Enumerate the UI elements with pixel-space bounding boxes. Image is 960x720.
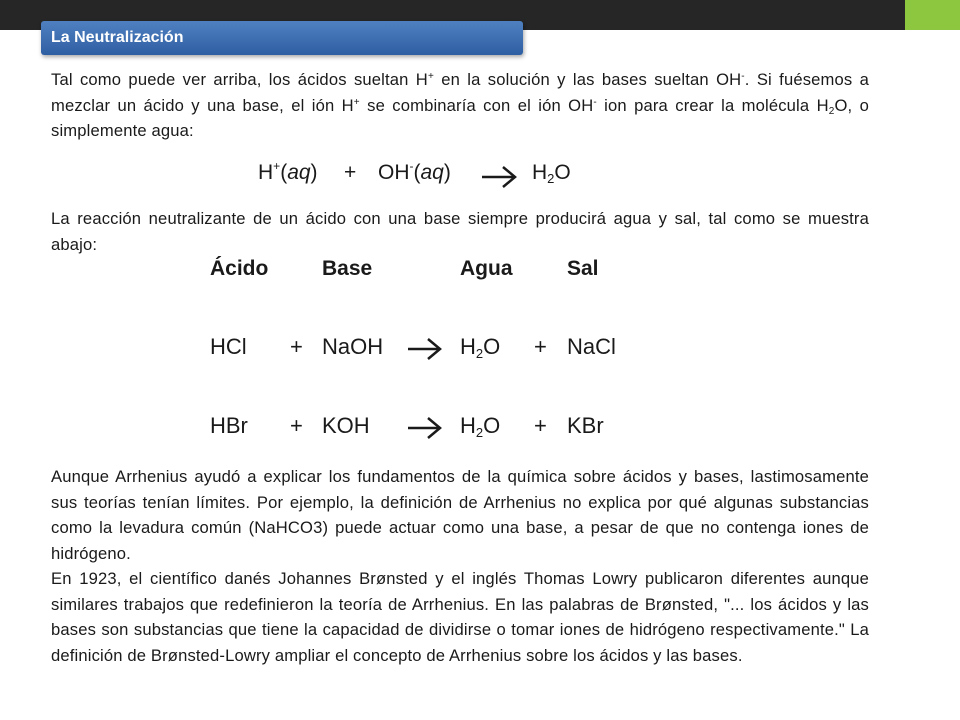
equation-h-ion: H+(aq)	[258, 159, 318, 184]
intro-paragraph: Tal como puede ver arriba, los ácidos sueltan H+ en la solución y las bases sueltan OH-. Si fuésemos a mezclar un ácido y una base, el ión H+ se combinaría con el ión OH- ion para crear la molécula $H_2O$, o simplemente agua:	[51, 70, 869, 140]
reaction-arrow-icon	[480, 163, 520, 189]
row2-plus-1: +	[290, 413, 303, 438]
header-acid: Ácido	[210, 257, 269, 280]
row1-salt: NaCl	[567, 334, 616, 359]
row1-acid: HCl	[210, 334, 247, 359]
row2-plus-2: +	[534, 413, 547, 438]
header-base: Base	[322, 257, 373, 280]
row2-salt: KBr	[567, 413, 604, 438]
ionic-equation	[258, 159, 678, 191]
row1-arrow-icon	[406, 334, 444, 362]
equation-oh-ion: OH-(aq)	[378, 159, 451, 184]
section-title: La Neutralización	[41, 21, 523, 55]
row1-plus-2: +	[534, 334, 547, 359]
row1-water: $H_2O$	[460, 334, 501, 361]
reaction-intro-paragraph: La reacción neutralizante de un ácido con una base siempre producirá agua y sal, tal como se muestra abajo:	[51, 209, 869, 254]
row2-base: KOH	[322, 413, 370, 438]
row2-arrow-icon	[406, 413, 444, 441]
equation-water: $H_2O$	[532, 161, 571, 186]
header-salt: Sal	[567, 257, 599, 280]
row2-acid: HBr	[210, 413, 248, 438]
top-accent-block	[905, 0, 960, 30]
row1-base: NaOH	[322, 334, 384, 359]
arrhenius-limits-paragraph: Aunque Arrhenius ayudó a explicar los fundamentos de la química sobre ácidos y bases, lastimosamente sus teorías tenían límites. Por ejemplo, la definición de Arrhenius no explica por qué algunas substancias como la levadura común (NaHCO3) puede actuar como una base, a pesar de que no contenga iones de hidrógeno.	[51, 467, 869, 563]
row2-water: $H_2O$	[460, 413, 501, 440]
equation-plus: +	[344, 161, 357, 184]
row1-plus-1: +	[290, 334, 303, 359]
header-water: Agua	[460, 257, 513, 280]
bronsted-lowry-paragraph: En 1923, el científico danés Johannes Brønsted y el inglés Thomas Lowry publicaron diferentes aunque similares trabajos que redefinieron la teoría de Arrhenius. En las palabras de Brønsted, "... los ácidos y las bases son substancias que tiene la capacidad de dividirse o tomar iones de hidrógeno respectivamente." La definición de Brønsted-Lowry ampliar el concepto de Arrhenius sobre los ácidos y las bases.	[51, 569, 869, 665]
